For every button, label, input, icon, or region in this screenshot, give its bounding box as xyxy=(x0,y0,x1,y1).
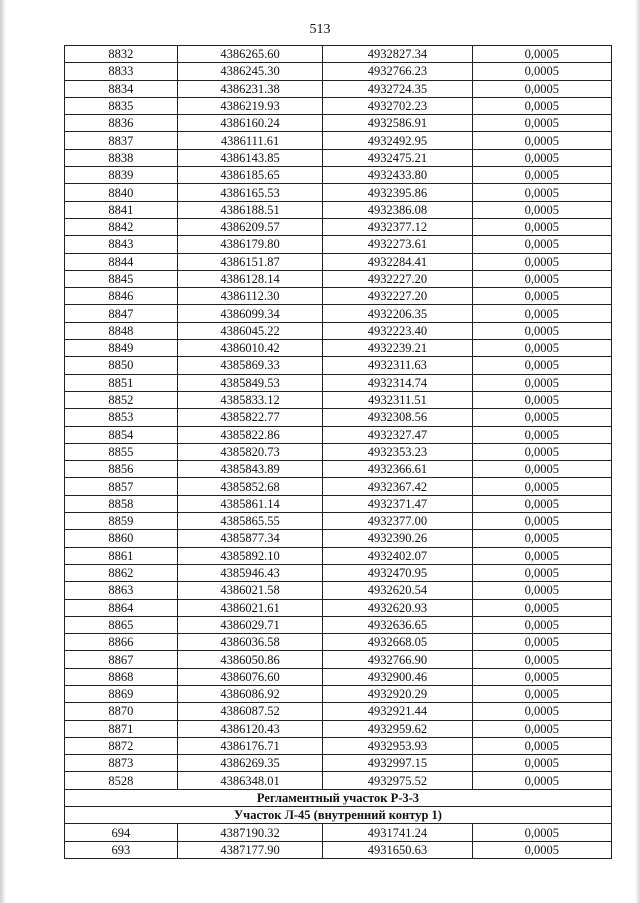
accuracy-value: 0,0005 xyxy=(472,841,611,858)
coordinate-y: 4932227.20 xyxy=(323,288,472,305)
table-row xyxy=(65,63,612,80)
coordinate-y: 4932227.20 xyxy=(323,270,472,287)
accuracy-value: 0,0005 xyxy=(472,634,611,651)
coordinate-x: 4385869.33 xyxy=(177,357,322,374)
accuracy-value: 0,0005 xyxy=(472,737,611,754)
coordinate-x: 4385892.10 xyxy=(177,547,322,564)
accuracy-value: 0,0005 xyxy=(472,218,611,235)
accuracy-value: 0,0005 xyxy=(472,409,611,426)
accuracy-value: 0,0005 xyxy=(472,305,611,322)
accuracy-value: 0,0005 xyxy=(472,564,611,581)
point-number: 8843 xyxy=(65,236,178,253)
coordinate-x: 4386265.60 xyxy=(177,46,322,63)
point-number: 8854 xyxy=(65,426,178,443)
coordinate-x: 4385822.77 xyxy=(177,409,322,426)
coordinate-x: 4386021.61 xyxy=(177,599,322,616)
coordinate-x: 4386165.53 xyxy=(177,184,322,201)
coordinate-y: 4932620.93 xyxy=(323,599,472,616)
table-row xyxy=(65,720,612,737)
point-number: 8834 xyxy=(65,80,178,97)
coordinate-x: 4385820.73 xyxy=(177,443,322,460)
table-row xyxy=(65,737,612,754)
point-number: 8846 xyxy=(65,288,178,305)
point-number: 8833 xyxy=(65,63,178,80)
table-row xyxy=(65,685,612,702)
accuracy-value: 0,0005 xyxy=(472,201,611,218)
point-number: 8853 xyxy=(65,409,178,426)
accuracy-value: 0,0005 xyxy=(472,46,611,63)
coordinate-y: 4932390.26 xyxy=(323,530,472,547)
accuracy-value: 0,0005 xyxy=(472,63,611,80)
point-number: 8838 xyxy=(65,149,178,166)
point-number: 8852 xyxy=(65,391,178,408)
section-header-group xyxy=(65,789,612,824)
coordinate-x: 4386151.87 xyxy=(177,253,322,270)
accuracy-value: 0,0005 xyxy=(472,651,611,668)
accuracy-value: 0,0005 xyxy=(472,495,611,512)
coordinate-x: 4386185.65 xyxy=(177,167,322,184)
point-number: 8861 xyxy=(65,547,178,564)
coordinate-x: 4386160.24 xyxy=(177,115,322,132)
point-number: 8847 xyxy=(65,305,178,322)
point-number: 8851 xyxy=(65,374,178,391)
coordinate-x: 4386245.30 xyxy=(177,63,322,80)
coordinate-x: 4386021.58 xyxy=(177,582,322,599)
table-row xyxy=(65,236,612,253)
table-row xyxy=(65,772,612,789)
coordinate-x: 4386179.80 xyxy=(177,236,322,253)
coordinate-y: 4932475.21 xyxy=(323,149,472,166)
table-row xyxy=(65,80,612,97)
coordinate-x: 4386219.93 xyxy=(177,97,322,114)
accuracy-value: 0,0005 xyxy=(472,97,611,114)
point-number: 8856 xyxy=(65,461,178,478)
point-number: 8870 xyxy=(65,703,178,720)
coordinate-x: 4386050.86 xyxy=(177,651,322,668)
coordinate-x: 4385865.55 xyxy=(177,513,322,530)
table-row xyxy=(65,530,612,547)
coordinate-y: 4932206.35 xyxy=(323,305,472,322)
point-number: 8863 xyxy=(65,582,178,599)
coordinate-x: 4385843.89 xyxy=(177,461,322,478)
coordinate-x: 4385833.12 xyxy=(177,391,322,408)
accuracy-value: 0,0005 xyxy=(472,616,611,633)
coordinate-y: 4932668.05 xyxy=(323,634,472,651)
point-number: 8864 xyxy=(65,599,178,616)
table-row xyxy=(65,374,612,391)
accuracy-value: 0,0005 xyxy=(472,80,611,97)
accuracy-value: 0,0005 xyxy=(472,772,611,789)
point-number: 8841 xyxy=(65,201,178,218)
coordinate-y: 4932377.12 xyxy=(323,218,472,235)
coordinate-x: 4386112.30 xyxy=(177,288,322,305)
coordinate-x: 4386099.34 xyxy=(177,305,322,322)
accuracy-value: 0,0005 xyxy=(472,391,611,408)
table-row xyxy=(65,149,612,166)
coordinate-y: 4932997.15 xyxy=(323,755,472,772)
accuracy-value: 0,0005 xyxy=(472,270,611,287)
coordinate-y: 4932223.40 xyxy=(323,322,472,339)
table-row xyxy=(65,513,612,530)
point-number: 8855 xyxy=(65,443,178,460)
accuracy-value: 0,0005 xyxy=(472,357,611,374)
coordinate-x: 4385822.86 xyxy=(177,426,322,443)
accuracy-value: 0,0005 xyxy=(472,478,611,495)
coordinate-y: 4932492.95 xyxy=(323,132,472,149)
accuracy-value: 0,0005 xyxy=(472,253,611,270)
table-row xyxy=(65,547,612,564)
coordinate-y: 4932900.46 xyxy=(323,668,472,685)
subsection-title: Участок Л-45 (внутренний контур 1) xyxy=(65,807,612,824)
point-number: 8865 xyxy=(65,616,178,633)
section-title: Регламентный участок Р-3-3 xyxy=(65,789,612,806)
section-row xyxy=(65,789,612,806)
coordinate-x: 4386036.58 xyxy=(177,634,322,651)
coordinate-y: 4932273.61 xyxy=(323,236,472,253)
table-row xyxy=(65,443,612,460)
point-number: 8866 xyxy=(65,634,178,651)
table-row xyxy=(65,755,612,772)
table-row xyxy=(65,184,612,201)
coordinate-y: 4932470.95 xyxy=(323,564,472,581)
accuracy-value: 0,0005 xyxy=(472,288,611,305)
coordinates-table-body-2 xyxy=(65,824,612,859)
accuracy-value: 0,0005 xyxy=(472,184,611,201)
coordinate-x: 4386086.92 xyxy=(177,685,322,702)
point-number: 8850 xyxy=(65,357,178,374)
coordinate-y: 4932433.80 xyxy=(323,167,472,184)
coordinate-y: 4932586.91 xyxy=(323,115,472,132)
table-row xyxy=(65,409,612,426)
coordinate-y: 4932284.41 xyxy=(323,253,472,270)
point-number: 8873 xyxy=(65,755,178,772)
coordinate-x: 4385877.34 xyxy=(177,530,322,547)
coordinate-y: 4932702.23 xyxy=(323,97,472,114)
coordinate-x: 4386269.35 xyxy=(177,755,322,772)
coordinate-y: 4932402.07 xyxy=(323,547,472,564)
coordinate-y: 4932920.29 xyxy=(323,685,472,702)
table-row xyxy=(65,651,612,668)
table-row xyxy=(65,582,612,599)
table-row xyxy=(65,305,612,322)
table-row xyxy=(65,824,612,841)
accuracy-value: 0,0005 xyxy=(472,322,611,339)
point-number: 8837 xyxy=(65,132,178,149)
coordinate-y: 4932620.54 xyxy=(323,582,472,599)
point-number: 8858 xyxy=(65,495,178,512)
point-number: 8840 xyxy=(65,184,178,201)
coordinate-y: 4932239.21 xyxy=(323,340,472,357)
point-number: 8869 xyxy=(65,685,178,702)
accuracy-value: 0,0005 xyxy=(472,513,611,530)
point-number: 8839 xyxy=(65,167,178,184)
table-row xyxy=(65,634,612,651)
table-row xyxy=(65,357,612,374)
point-number: 8842 xyxy=(65,218,178,235)
accuracy-value: 0,0005 xyxy=(472,340,611,357)
table-row xyxy=(65,340,612,357)
table-row xyxy=(65,201,612,218)
coordinate-x: 4385849.53 xyxy=(177,374,322,391)
accuracy-value: 0,0005 xyxy=(472,703,611,720)
table-row xyxy=(65,841,612,858)
coordinate-y: 4932953.93 xyxy=(323,737,472,754)
table-row xyxy=(65,495,612,512)
coordinate-y: 4932308.56 xyxy=(323,409,472,426)
coordinate-x: 4386010.42 xyxy=(177,340,322,357)
coordinate-y: 4932327.47 xyxy=(323,426,472,443)
point-number: 8857 xyxy=(65,478,178,495)
accuracy-value: 0,0005 xyxy=(472,668,611,685)
point-number: 8836 xyxy=(65,115,178,132)
coordinate-x: 4386188.51 xyxy=(177,201,322,218)
accuracy-value: 0,0005 xyxy=(472,115,611,132)
point-number: 694 xyxy=(65,824,178,841)
point-number: 8849 xyxy=(65,340,178,357)
accuracy-value: 0,0005 xyxy=(472,149,611,166)
coordinate-x: 4386120.43 xyxy=(177,720,322,737)
accuracy-value: 0,0005 xyxy=(472,824,611,841)
coordinate-x: 4386128.14 xyxy=(177,270,322,287)
coordinate-x: 4386045.22 xyxy=(177,322,322,339)
coordinate-x: 4387177.90 xyxy=(177,841,322,858)
coordinate-x: 4386143.85 xyxy=(177,149,322,166)
coordinate-y: 4932636.65 xyxy=(323,616,472,633)
point-number: 8848 xyxy=(65,322,178,339)
coordinate-y: 4931741.24 xyxy=(323,824,472,841)
table-row xyxy=(65,616,612,633)
accuracy-value: 0,0005 xyxy=(472,582,611,599)
point-number: 8845 xyxy=(65,270,178,287)
scan-edge-left xyxy=(0,0,6,903)
table-row xyxy=(65,270,612,287)
coordinate-x: 4385946.43 xyxy=(177,564,322,581)
coordinate-y: 4932377.00 xyxy=(323,513,472,530)
accuracy-value: 0,0005 xyxy=(472,755,611,772)
accuracy-value: 0,0005 xyxy=(472,374,611,391)
accuracy-value: 0,0005 xyxy=(472,530,611,547)
coordinate-x: 4385861.14 xyxy=(177,495,322,512)
accuracy-value: 0,0005 xyxy=(472,547,611,564)
point-number: 8867 xyxy=(65,651,178,668)
point-number: 8835 xyxy=(65,97,178,114)
coordinate-y: 4932827.34 xyxy=(323,46,472,63)
point-number: 8844 xyxy=(65,253,178,270)
page-number: 513 xyxy=(309,22,331,37)
coordinate-y: 4932975.52 xyxy=(323,772,472,789)
table-row xyxy=(65,668,612,685)
table-row xyxy=(65,132,612,149)
accuracy-value: 0,0005 xyxy=(472,236,611,253)
table-row xyxy=(65,322,612,339)
coordinate-y: 4932367.42 xyxy=(323,478,472,495)
table-row xyxy=(65,288,612,305)
table-row xyxy=(65,461,612,478)
coordinate-x: 4387190.32 xyxy=(177,824,322,841)
table-row xyxy=(65,703,612,720)
point-number: 8872 xyxy=(65,737,178,754)
coordinate-y: 4932311.63 xyxy=(323,357,472,374)
accuracy-value: 0,0005 xyxy=(472,461,611,478)
table-row xyxy=(65,564,612,581)
table-row xyxy=(65,478,612,495)
accuracy-value: 0,0005 xyxy=(472,426,611,443)
coordinate-x: 4385852.68 xyxy=(177,478,322,495)
point-number: 8862 xyxy=(65,564,178,581)
coordinate-x: 4386111.61 xyxy=(177,132,322,149)
accuracy-value: 0,0005 xyxy=(472,685,611,702)
coordinate-x: 4386076.60 xyxy=(177,668,322,685)
table-row xyxy=(65,97,612,114)
table-row xyxy=(65,115,612,132)
point-number: 8871 xyxy=(65,720,178,737)
coordinate-x: 4386029.71 xyxy=(177,616,322,633)
point-number: 693 xyxy=(65,841,178,858)
table-row xyxy=(65,167,612,184)
accuracy-value: 0,0005 xyxy=(472,599,611,616)
coordinate-y: 4932959.62 xyxy=(323,720,472,737)
accuracy-value: 0,0005 xyxy=(472,132,611,149)
table-row xyxy=(65,46,612,63)
table-row xyxy=(65,391,612,408)
table-row xyxy=(65,218,612,235)
coordinate-y: 4932311.51 xyxy=(323,391,472,408)
coordinate-y: 4932395.86 xyxy=(323,184,472,201)
coordinates-table xyxy=(64,45,612,859)
table-row xyxy=(65,426,612,443)
coordinate-y: 4932766.23 xyxy=(323,63,472,80)
coordinate-x: 4386348.01 xyxy=(177,772,322,789)
coordinate-y: 4932386.08 xyxy=(323,201,472,218)
coordinate-y: 4932371.47 xyxy=(323,495,472,512)
table-row xyxy=(65,253,612,270)
table-row xyxy=(65,599,612,616)
point-number: 8860 xyxy=(65,530,178,547)
coordinates-table-body xyxy=(65,46,612,790)
coordinate-x: 4386176.71 xyxy=(177,737,322,754)
scan-edge-right xyxy=(635,0,640,903)
coordinate-x: 4386209.57 xyxy=(177,218,322,235)
coordinate-y: 4932766.90 xyxy=(323,651,472,668)
coordinate-y: 4932366.61 xyxy=(323,461,472,478)
coordinate-y: 4932314.74 xyxy=(323,374,472,391)
coordinate-y: 4932724.35 xyxy=(323,80,472,97)
accuracy-value: 0,0005 xyxy=(472,720,611,737)
coordinate-y: 4931650.63 xyxy=(323,841,472,858)
coordinate-y: 4932921.44 xyxy=(323,703,472,720)
subsection-row xyxy=(65,807,612,824)
accuracy-value: 0,0005 xyxy=(472,167,611,184)
accuracy-value: 0,0005 xyxy=(472,443,611,460)
coordinate-y: 4932353.23 xyxy=(323,443,472,460)
point-number: 8868 xyxy=(65,668,178,685)
coordinate-x: 4386231.38 xyxy=(177,80,322,97)
point-number: 8832 xyxy=(65,46,178,63)
point-number: 8859 xyxy=(65,513,178,530)
point-number: 8528 xyxy=(65,772,178,789)
coordinate-x: 4386087.52 xyxy=(177,703,322,720)
